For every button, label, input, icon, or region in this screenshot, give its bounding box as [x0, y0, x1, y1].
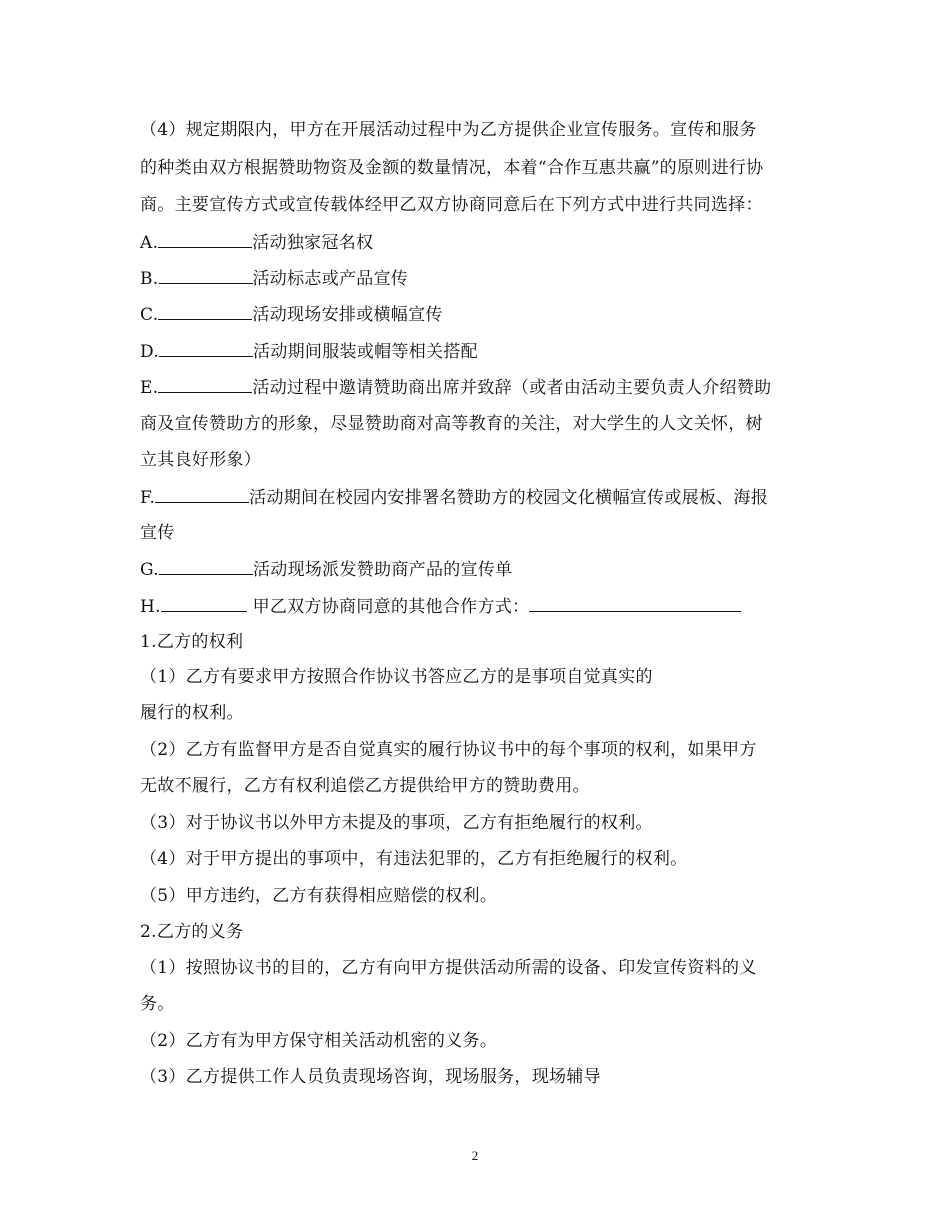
- paragraph-line: 的种类由双方根据赞助物资及金额的数量情况，本着“合作互惠共赢”的原则进行协: [140, 158, 764, 178]
- option-a: [140, 231, 373, 254]
- section-heading: 2.乙方的义务: [140, 922, 244, 942]
- paragraph-line: （5）甲方违约，乙方有获得相应赔偿的权利。: [140, 886, 498, 906]
- paragraph-line: （1）按照协议书的目的，乙方有向甲方提供活动所需的设备、印发宣传资料的义: [140, 958, 757, 978]
- paragraph-line: 立其良好形象）: [140, 450, 262, 470]
- option-e: [140, 376, 771, 399]
- option-f: [140, 486, 768, 509]
- option-h: [140, 595, 741, 618]
- option-b: [140, 267, 408, 290]
- paragraph-line: 无故不履行，乙方有权利追偿乙方提供给甲方的赞助费用。: [140, 776, 590, 796]
- option-letter: D.: [140, 342, 160, 362]
- fill-blank: [529, 595, 741, 612]
- paragraph-line: 务。: [140, 994, 175, 1014]
- fill-blank: [158, 376, 252, 393]
- paragraph-line: 商。主要宣传方式或宣传载体经甲乙双方协商同意后在下列方式中进行共同选择：: [140, 195, 763, 215]
- fill-blank: [158, 303, 252, 320]
- option-text: 甲乙双方协商同意的其他合作方式：: [252, 597, 530, 617]
- option-d: [140, 340, 478, 363]
- option-c: [140, 303, 443, 326]
- paragraph-line: （4）规定期限内，甲方在开展活动过程中为乙方提供企业宣传服务。宣传和服务: [140, 120, 757, 140]
- paragraph-line: 商及宣传赞助方的形象，尽显赞助商对高等教育的关注，对大学生的人文关怀，树: [140, 414, 763, 434]
- option-text: 活动标志或产品宣传: [252, 269, 409, 289]
- paragraph-line: 宣传: [140, 523, 175, 543]
- option-text: 活动独家冠名权: [252, 233, 374, 253]
- option-text: 活动期间服装或帽等相关搭配: [253, 342, 478, 362]
- paragraph-line: （2）乙方有监督甲方是否自觉真实的履行协议书中的每个事项的权利，如果甲方: [140, 740, 757, 760]
- option-g: [140, 558, 512, 581]
- paragraph-line: （4）对于甲方提出的事项中，有违法犯罪的，乙方有拒绝履行的权利。: [140, 849, 688, 869]
- option-letter: C.: [140, 305, 159, 325]
- page-number: 2: [471, 1148, 479, 1163]
- paragraph-line: （3）对于协议书以外甲方未提及的事项，乙方有拒绝履行的权利。: [140, 813, 653, 833]
- option-text: 活动过程中邀请赞助商出席并致辞（或者由活动主要负责人介绍赞助: [252, 378, 772, 398]
- option-text: 活动期间在校园内安排署名赞助方的校园文化横幅宣传或展板、海报: [249, 488, 769, 508]
- section-heading: 1.乙方的权利: [140, 632, 244, 652]
- paragraph-line: （2）乙方有为甲方保守相关活动机密的义务。: [140, 1031, 498, 1051]
- fill-blank: [159, 267, 253, 284]
- fill-blank: [158, 231, 252, 248]
- fill-blank: [161, 595, 247, 612]
- option-letter: F.: [140, 488, 156, 508]
- option-letter: E.: [140, 378, 159, 398]
- fill-blank: [159, 558, 253, 575]
- option-text: 活动现场派发赞助商产品的宣传单: [252, 560, 513, 580]
- option-letter: A.: [140, 233, 159, 253]
- paragraph-line: （3）乙方提供工作人员负责现场咨询，现场服务，现场辅导: [140, 1067, 601, 1087]
- fill-blank: [155, 486, 249, 503]
- option-letter: G.: [140, 560, 159, 580]
- paragraph-line: 履行的权利。: [140, 703, 244, 723]
- option-letter: B.: [140, 269, 159, 289]
- option-letter: H.: [140, 597, 161, 617]
- paragraph-line: （1）乙方有要求甲方按照合作协议书答应乙方的是事项自觉真实的: [140, 667, 653, 687]
- option-text: 活动现场安排或横幅宣传: [252, 305, 443, 325]
- fill-blank: [159, 340, 253, 357]
